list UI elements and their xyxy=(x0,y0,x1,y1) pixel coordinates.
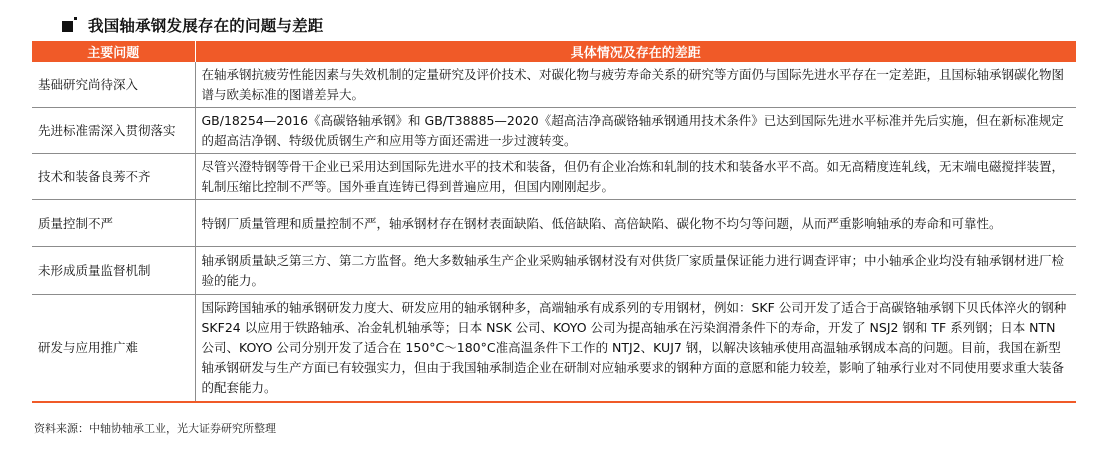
title-square-marker xyxy=(62,21,73,32)
detail-cell: 轴承钢质量缺乏第三方、第二方监督。绝大多数轴承生产企业采购轴承钢材没有对供货厂家质量保证能力进行调查评审；中小轴承企业均没有轴承钢材进厂检验的能力。 xyxy=(195,247,1076,295)
table-row xyxy=(32,295,1076,402)
column-header-issue: 主要问题 xyxy=(32,41,195,62)
table-title-bar xyxy=(62,13,324,37)
detail-cell: 国际跨国轴承的轴承钢研发力度大、研发应用的轴承钢种多，高端轴承有成系列的专用钢材，例如：SKF 公司开发了适合于高碳铬轴承钢下贝氏体淬火的钢种 SKF24 以应用于铁路轴承、冶金轧机轴承等；日本 NSK 公司、KOYO 公司为提高轴承在污染润滑条件下的寿命，开发了 NSJ2 钢和 TF 系列钢；日本 NTN 公司、KOYO 公司分别开发了适合在 150°C～180°C准高温条件下工作的 NTJ2、KUJ7 钢，以解决该轴承使用高温轴承钢成本高的问题。目前，我国在新型轴承钢研发与生产方面已有较强实力，但由于我国轴承制造企业在研制对应轴承要求的钢种方面的意愿和能力较差，影响了轴承行业对不同使用要求重大装备的配套能力。 xyxy=(195,295,1076,402)
issue-cell: 未形成质量监督机制 xyxy=(32,247,195,295)
detail-cell: GB/18254—2016《高碳铬轴承钢》和 GB/T38885—2020《超高洁净高碳铬轴承钢通用技术条件》已达到国际先进水平标准并先后实施，但在新标准规定的超高洁净钢、特级优质钢生产和应用等方面还需进一步过渡转变。 xyxy=(195,108,1076,154)
detail-cell: 特钢厂质量管理和质量控制不严，轴承钢材存在钢材表面缺陷、低倍缺陷、高倍缺陷、碳化物不均匀等问题，从而严重影响轴承的寿命和可靠性。 xyxy=(195,200,1076,247)
source-footnote: 资料来源：中轴协轴承工业，光大证券研究所整理 xyxy=(34,422,276,435)
table-row xyxy=(32,108,1076,154)
table-row xyxy=(32,247,1076,295)
column-header-detail: 具体情况及存在的差距 xyxy=(195,41,1076,62)
table-header-row xyxy=(32,41,1076,62)
issue-cell: 质量控制不严 xyxy=(32,200,195,247)
title-dot-marker xyxy=(74,17,77,20)
table-title: 我国轴承钢发展存在的问题与差距 xyxy=(88,17,324,35)
issue-cell: 基础研究尚待深入 xyxy=(32,62,195,108)
issue-cell: 研发与应用推广难 xyxy=(32,295,195,402)
issue-cell: 技术和装备良莠不齐 xyxy=(32,154,195,200)
issues-table xyxy=(32,41,1076,403)
table-row xyxy=(32,200,1076,247)
table-row xyxy=(32,62,1076,108)
table-row xyxy=(32,154,1076,200)
detail-cell: 尽管兴澄特钢等骨干企业已采用达到国际先进水平的技术和装备，但仍有企业冶炼和轧制的技术和装备水平不高。如无高精度连轧线，无末端电磁搅拌装置，轧制压缩比控制不严等。国外垂直连铸已得到普遍应用，但国内刚刚起步。 xyxy=(195,154,1076,200)
issue-cell: 先进标准需深入贯彻落实 xyxy=(32,108,195,154)
detail-cell: 在轴承钢抗疲劳性能因素与失效机制的定量研究及评价技术、对碳化物与疲劳寿命关系的研究等方面仍与国际先进水平存在一定差距，且国标轴承钢碳化物图谱与欧美标准的图谱差异大。 xyxy=(195,62,1076,108)
